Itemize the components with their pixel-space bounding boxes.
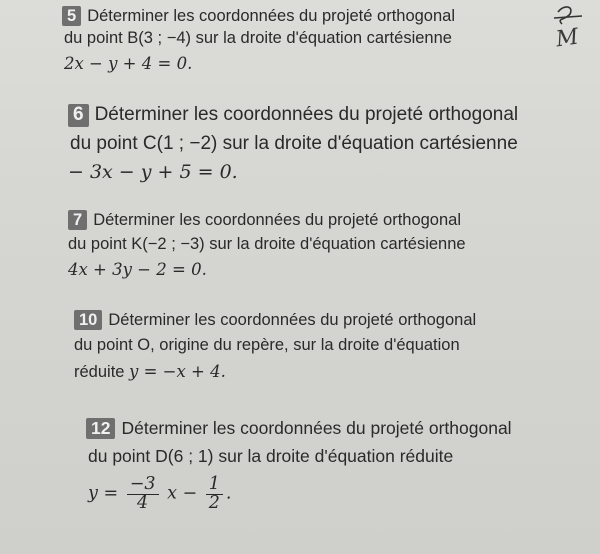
exercise-text-line1: Déterminer les coordonnées du projeté orthogonal [94,104,519,125]
fraction-denominator: 4 [137,492,149,513]
handwritten-note: M [554,24,581,53]
exercise-equation: − 3x − y + 5 = 0. [68,161,238,183]
exercise-text-line2: du point B(3 ; −4) sur la droite d'équation cartésienne [64,29,452,47]
exercise-text-line2: du point O, origine du repère, sur la droite d'équation [74,336,460,354]
fraction-denominator: 2 [208,492,220,513]
exercise-equation [88,476,232,512]
fraction-numerator: −3 [127,476,159,495]
equation-lhs: y = [88,483,119,504]
exercise-number-badge: 10 [74,310,102,330]
exercise-number-badge: 6 [68,104,89,127]
exercise-number-badge: 5 [62,6,81,26]
exercise-number-badge: 12 [86,418,115,439]
fraction [127,476,159,512]
exercise-text-line1: Déterminer les coordonnées du projeté orthogonal [108,311,477,329]
exercise-text-line1: Déterminer les coordonnées du projeté orthogonal [87,7,455,25]
exercise-text-line2: du point C(1 ; −2) sur la droite d'équation cartésienne [70,133,518,154]
fraction-numerator: 1 [206,476,223,495]
exercise-text-line2: du point K(−2 ; −3) sur la droite d'équation cartésienne [68,235,466,253]
exercise-equation: 2x − y + 4 = 0. [64,54,193,73]
equation-end: . [225,483,232,504]
exercise-text-line3: réduite [74,363,125,381]
exercise-text-line1: Déterminer les coordonnées du projeté orthogonal [121,418,512,438]
exercise-text-line1: Déterminer les coordonnées du projeté orthogonal [93,211,461,229]
equation-middle: x − [167,483,198,504]
exercise-equation: y = −x + 4. [129,362,226,381]
exercise-equation: 4x + 3y − 2 = 0. [68,260,207,279]
exercise-number-badge: 7 [68,210,87,230]
exercise-text-line2: du point D(6 ; 1) sur la droite d'équation réduite [88,446,454,466]
fraction [206,476,223,512]
